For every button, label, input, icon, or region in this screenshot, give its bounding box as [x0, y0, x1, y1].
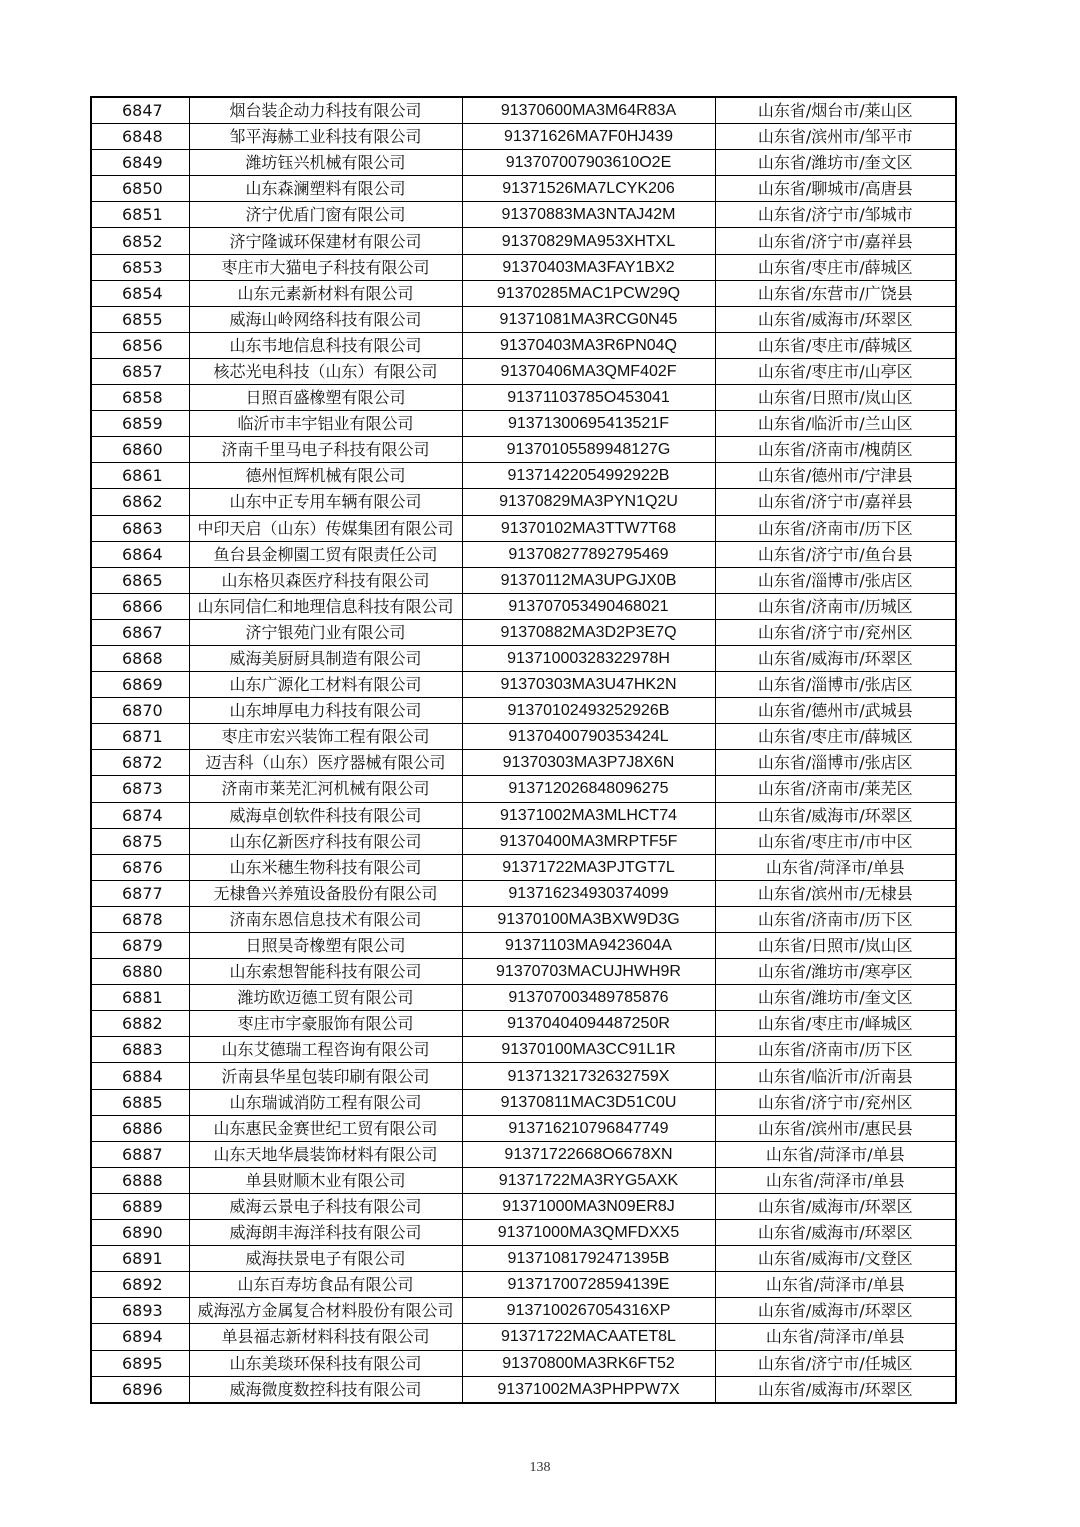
- row-number: 6890: [91, 1220, 189, 1246]
- credit-code: 91371002MA3MLHCT74: [462, 802, 715, 828]
- company-name: 济南市莱芜汇河机械有限公司: [189, 776, 462, 802]
- row-number: 6861: [91, 463, 189, 489]
- region: 山东省/日照市/岚山区: [715, 385, 956, 411]
- company-name: 迈吉科（山东）医疗器械有限公司: [189, 750, 462, 776]
- company-name: 山东天地华晨装饰材料有限公司: [189, 1141, 462, 1167]
- company-name: 核芯光电科技（山东）有限公司: [189, 358, 462, 384]
- row-number: 6848: [91, 124, 189, 150]
- row-number: 6896: [91, 1376, 189, 1403]
- row-number: 6858: [91, 385, 189, 411]
- company-name: 山东同信仁和地理信息科技有限公司: [189, 593, 462, 619]
- row-number: 6894: [91, 1324, 189, 1350]
- region: 山东省/威海市/环翠区: [715, 1298, 956, 1324]
- row-number: 6857: [91, 358, 189, 384]
- table-row: [91, 515, 956, 541]
- table-row: [91, 880, 956, 906]
- credit-code: 91370882MA3D2P3E7Q: [462, 619, 715, 645]
- company-table: [90, 96, 957, 1404]
- table-row: [91, 672, 956, 698]
- company-name: 枣庄市大猫电子科技有限公司: [189, 254, 462, 280]
- credit-code: 91371700728594139E: [462, 1272, 715, 1298]
- row-number: 6847: [91, 97, 189, 124]
- region: 山东省/淄博市/张店区: [715, 567, 956, 593]
- row-number: 6882: [91, 1011, 189, 1037]
- company-name: 山东广源化工材料有限公司: [189, 672, 462, 698]
- region: 山东省/菏泽市/单县: [715, 1141, 956, 1167]
- region: 山东省/滨州市/惠民县: [715, 1115, 956, 1141]
- credit-code: 91371081MA3RCG0N45: [462, 306, 715, 332]
- company-name: 山东艾德瑞工程咨询有限公司: [189, 1037, 462, 1063]
- table-row: [91, 854, 956, 880]
- row-number: 6891: [91, 1246, 189, 1272]
- credit-code: 91370105589948127G: [462, 437, 715, 463]
- region: 山东省/威海市/环翠区: [715, 306, 956, 332]
- region: 山东省/济宁市/嘉祥县: [715, 489, 956, 515]
- table-row: [91, 202, 956, 228]
- region: 山东省/枣庄市/薛城区: [715, 254, 956, 280]
- company-name: 日照百盛橡塑有限公司: [189, 385, 462, 411]
- row-number: 6854: [91, 280, 189, 306]
- row-number: 6875: [91, 828, 189, 854]
- region: 山东省/济宁市/兖州区: [715, 619, 956, 645]
- row-number: 6873: [91, 776, 189, 802]
- credit-code: 91371722MACAATET8L: [462, 1324, 715, 1350]
- region: 山东省/济宁市/任城区: [715, 1350, 956, 1376]
- credit-code: 91371000MA3N09ER8J: [462, 1193, 715, 1219]
- row-number: 6879: [91, 933, 189, 959]
- company-name: 潍坊欧迈德工贸有限公司: [189, 985, 462, 1011]
- region: 山东省/滨州市/邹平市: [715, 124, 956, 150]
- region: 山东省/济宁市/兖州区: [715, 1089, 956, 1115]
- row-number: 6862: [91, 489, 189, 515]
- credit-code: 91370600MA3M64R83A: [462, 97, 715, 124]
- region: 山东省/淄博市/张店区: [715, 750, 956, 776]
- region: 山东省/临沂市/沂南县: [715, 1063, 956, 1089]
- company-name: 德州恒辉机械有限公司: [189, 463, 462, 489]
- company-name: 山东格贝森医疗科技有限公司: [189, 567, 462, 593]
- company-name: 济南东恩信息技术有限公司: [189, 906, 462, 932]
- company-name: 鱼台县金柳園工贸有限责任公司: [189, 541, 462, 567]
- row-number: 6853: [91, 254, 189, 280]
- table-row: [91, 698, 956, 724]
- credit-code: 91370303MA3U47HK2N: [462, 672, 715, 698]
- row-number: 6874: [91, 802, 189, 828]
- region: 山东省/济南市/历下区: [715, 1037, 956, 1063]
- region: 山东省/枣庄市/市中区: [715, 828, 956, 854]
- row-number: 6850: [91, 176, 189, 202]
- row-number: 6871: [91, 724, 189, 750]
- row-number: 6872: [91, 750, 189, 776]
- row-number: 6859: [91, 411, 189, 437]
- credit-code: 91370800MA3RK6FT52: [462, 1350, 715, 1376]
- company-name: 单县财顺木业有限公司: [189, 1167, 462, 1193]
- row-number: 6865: [91, 567, 189, 593]
- company-name: 济宁隆诚环保建材有限公司: [189, 228, 462, 254]
- row-number: 6876: [91, 854, 189, 880]
- table-row: [91, 1246, 956, 1272]
- table-row: [91, 489, 956, 515]
- region: 山东省/济宁市/嘉祥县: [715, 228, 956, 254]
- table-row: [91, 1115, 956, 1141]
- region: 山东省/济宁市/鱼台县: [715, 541, 956, 567]
- row-number: 6883: [91, 1037, 189, 1063]
- page-number: 138: [529, 1460, 551, 1475]
- table-row: [91, 933, 956, 959]
- region: 山东省/济南市/历下区: [715, 906, 956, 932]
- company-name: 山东韦地信息科技有限公司: [189, 332, 462, 358]
- region: 山东省/威海市/文登区: [715, 1246, 956, 1272]
- company-name: 山东森澜塑料有限公司: [189, 176, 462, 202]
- region: 山东省/威海市/环翠区: [715, 1220, 956, 1246]
- table-row: [91, 1298, 956, 1324]
- company-name: 威海山岭网络科技有限公司: [189, 306, 462, 332]
- company-name: 济宁优盾门窗有限公司: [189, 202, 462, 228]
- table-row: [91, 1324, 956, 1350]
- region: 山东省/潍坊市/奎文区: [715, 150, 956, 176]
- company-name: 威海泓方金属复合材料股份有限公司: [189, 1298, 462, 1324]
- table-row: [91, 124, 956, 150]
- table-row: [91, 306, 956, 332]
- credit-code: 91371722MA3RYG5AXK: [462, 1167, 715, 1193]
- row-number: 6870: [91, 698, 189, 724]
- row-number: 6887: [91, 1141, 189, 1167]
- row-number: 6880: [91, 959, 189, 985]
- table-row: [91, 802, 956, 828]
- credit-code: 913707053490468021: [462, 593, 715, 619]
- table-row: [91, 541, 956, 567]
- table-row: [91, 985, 956, 1011]
- credit-code: 913707003489785876: [462, 985, 715, 1011]
- table-row: [91, 150, 956, 176]
- region: 山东省/日照市/岚山区: [715, 933, 956, 959]
- company-name: 威海扶景电子有限公司: [189, 1246, 462, 1272]
- credit-code: 91370404094487250R: [462, 1011, 715, 1037]
- company-name: 潍坊钰兴机械有限公司: [189, 150, 462, 176]
- credit-code: 91370829MA3PYN1Q2U: [462, 489, 715, 515]
- region: 山东省/威海市/环翠区: [715, 645, 956, 671]
- credit-code: 913707007903610O2E: [462, 150, 715, 176]
- company-name: 日照昊奇橡塑有限公司: [189, 933, 462, 959]
- credit-code: 91370883MA3NTAJ42M: [462, 202, 715, 228]
- credit-code: 91371300695413521F: [462, 411, 715, 437]
- table-row: [91, 1272, 956, 1298]
- row-number: 6878: [91, 906, 189, 932]
- company-name: 山东惠民金赛世纪工贸有限公司: [189, 1115, 462, 1141]
- region: 山东省/济南市/历城区: [715, 593, 956, 619]
- region: 山东省/济宁市/邹城市: [715, 202, 956, 228]
- credit-code: 91370102MA3TTW7T68: [462, 515, 715, 541]
- company-name: 威海卓创软件科技有限公司: [189, 802, 462, 828]
- credit-code: 913716234930374099: [462, 880, 715, 906]
- row-number: 6855: [91, 306, 189, 332]
- row-number: 6889: [91, 1193, 189, 1219]
- credit-code: 91371000MA3QMFDXX5: [462, 1220, 715, 1246]
- table-row: [91, 828, 956, 854]
- credit-code: 91370811MAC3D51C0U: [462, 1089, 715, 1115]
- company-table-container: [90, 96, 955, 1404]
- table-row: [91, 1193, 956, 1219]
- company-name: 山东坤厚电力科技有限公司: [189, 698, 462, 724]
- table-row: [91, 1141, 956, 1167]
- row-number: 6893: [91, 1298, 189, 1324]
- credit-code: 91370829MA953XHTXL: [462, 228, 715, 254]
- company-name: 济南千里马电子科技有限公司: [189, 437, 462, 463]
- company-name: 山东米穗生物科技有限公司: [189, 854, 462, 880]
- row-number: 6856: [91, 332, 189, 358]
- credit-code: 9137100267054316XP: [462, 1298, 715, 1324]
- credit-code: 91371526MA7LCYK206: [462, 176, 715, 202]
- table-row: [91, 776, 956, 802]
- credit-code: 91370285MAC1PCW29Q: [462, 280, 715, 306]
- table-row: [91, 1350, 956, 1376]
- region: 山东省/聊城市/高唐县: [715, 176, 956, 202]
- credit-code: 91371103MA9423604A: [462, 933, 715, 959]
- company-table-body: [91, 97, 956, 1403]
- credit-code: 91371722668O6678XN: [462, 1141, 715, 1167]
- table-row: [91, 959, 956, 985]
- row-number: 6885: [91, 1089, 189, 1115]
- credit-code: 91370100MA3BXW9D3G: [462, 906, 715, 932]
- region: 山东省/东营市/广饶县: [715, 280, 956, 306]
- company-name: 威海朗丰海洋科技有限公司: [189, 1220, 462, 1246]
- company-name: 枣庄市宇豪服饰有限公司: [189, 1011, 462, 1037]
- table-row: [91, 593, 956, 619]
- table-row: [91, 1011, 956, 1037]
- row-number: 6860: [91, 437, 189, 463]
- row-number: 6886: [91, 1115, 189, 1141]
- row-number: 6849: [91, 150, 189, 176]
- company-name: 枣庄市宏兴装饰工程有限公司: [189, 724, 462, 750]
- credit-code: 91371321732632759X: [462, 1063, 715, 1089]
- company-name: 山东百寿坊食品有限公司: [189, 1272, 462, 1298]
- credit-code: 91370703MACUJHWH9R: [462, 959, 715, 985]
- region: 山东省/淄博市/张店区: [715, 672, 956, 698]
- company-name: 山东瑞诚消防工程有限公司: [189, 1089, 462, 1115]
- region: 山东省/菏泽市/单县: [715, 1167, 956, 1193]
- table-row: [91, 358, 956, 384]
- table-row: [91, 1376, 956, 1403]
- company-name: 济宁银苑门业有限公司: [189, 619, 462, 645]
- region: 山东省/菏泽市/单县: [715, 854, 956, 880]
- company-name: 山东索想智能科技有限公司: [189, 959, 462, 985]
- row-number: 6852: [91, 228, 189, 254]
- table-row: [91, 567, 956, 593]
- credit-code: 91370112MA3UPGJX0B: [462, 567, 715, 593]
- credit-code: 91370403MA3R6PN04Q: [462, 332, 715, 358]
- credit-code: 91370100MA3CC91L1R: [462, 1037, 715, 1063]
- region: 山东省/德州市/宁津县: [715, 463, 956, 489]
- row-number: 6888: [91, 1167, 189, 1193]
- credit-code: 91371081792471395B: [462, 1246, 715, 1272]
- row-number: 6892: [91, 1272, 189, 1298]
- region: 山东省/潍坊市/奎文区: [715, 985, 956, 1011]
- table-row: [91, 1220, 956, 1246]
- credit-code: 91371202684809627​5: [462, 776, 715, 802]
- credit-code: 91371422054992922B: [462, 463, 715, 489]
- company-name: 烟台装企动力科技有限公司: [189, 97, 462, 124]
- table-row: [91, 619, 956, 645]
- region: 山东省/滨州市/无棣县: [715, 880, 956, 906]
- credit-code: 91370400790353424L: [462, 724, 715, 750]
- row-number: 6881: [91, 985, 189, 1011]
- credit-code: 91371626MA7F0HJ439: [462, 124, 715, 150]
- region: 山东省/德州市/武城县: [715, 698, 956, 724]
- table-row: [91, 176, 956, 202]
- region: 山东省/济南市/槐荫区: [715, 437, 956, 463]
- region: 山东省/威海市/环翠区: [715, 802, 956, 828]
- row-number: 6863: [91, 515, 189, 541]
- credit-code: 91371103785O453041: [462, 385, 715, 411]
- table-row: [91, 254, 956, 280]
- credit-code: 91370303MA3P7J8X6N: [462, 750, 715, 776]
- company-name: 沂南县华星包装印刷有限公司: [189, 1063, 462, 1089]
- row-number: 6877: [91, 880, 189, 906]
- table-row: [91, 97, 956, 124]
- credit-code: 913716210796847749: [462, 1115, 715, 1141]
- region: 山东省/枣庄市/薛城区: [715, 724, 956, 750]
- row-number: 6851: [91, 202, 189, 228]
- credit-code: 91370102493252926B: [462, 698, 715, 724]
- table-row: [91, 411, 956, 437]
- table-row: [91, 1167, 956, 1193]
- credit-code: 91370406MA3QMF402F: [462, 358, 715, 384]
- row-number: 6864: [91, 541, 189, 567]
- region: 山东省/枣庄市/山亭区: [715, 358, 956, 384]
- company-name: 山东中正专用车辆有限公司: [189, 489, 462, 515]
- table-row: [91, 463, 956, 489]
- credit-code: 91370400MA3MRPTF5F: [462, 828, 715, 854]
- company-name: 中印天启（山东）传媒集团有限公司: [189, 515, 462, 541]
- table-row: [91, 385, 956, 411]
- table-row: [91, 228, 956, 254]
- region: 山东省/威海市/环翠区: [715, 1193, 956, 1219]
- table-row: [91, 750, 956, 776]
- table-row: [91, 437, 956, 463]
- company-name: 威海云景电子科技有限公司: [189, 1193, 462, 1219]
- company-name: 山东元素新材料有限公司: [189, 280, 462, 306]
- region: 山东省/菏泽市/单县: [715, 1324, 956, 1350]
- table-row: [91, 1063, 956, 1089]
- row-number: 6867: [91, 619, 189, 645]
- company-name: 山东亿新医疗科技有限公司: [189, 828, 462, 854]
- table-row: [91, 906, 956, 932]
- region: 山东省/烟台市/莱山区: [715, 97, 956, 124]
- region: 山东省/枣庄市/薛城区: [715, 332, 956, 358]
- row-number: 6868: [91, 645, 189, 671]
- company-name: 临沂市丰宇铝业有限公司: [189, 411, 462, 437]
- credit-code: 91371722MA3PJTGT7L: [462, 854, 715, 880]
- credit-code: 91371002MA3PHPPW7X: [462, 1376, 715, 1403]
- company-name: 威海微度数控科技有限公司: [189, 1376, 462, 1403]
- table-row: [91, 645, 956, 671]
- table-row: [91, 1089, 956, 1115]
- table-row: [91, 1037, 956, 1063]
- company-name: 邹平海赫工业科技有限公司: [189, 124, 462, 150]
- company-name: 山东美琰环保科技有限公司: [189, 1350, 462, 1376]
- credit-code: 913708277892795469: [462, 541, 715, 567]
- company-name: 威海美厨厨具制造有限公司: [189, 645, 462, 671]
- table-row: [91, 332, 956, 358]
- company-name: 单县福志新材料科技有限公司: [189, 1324, 462, 1350]
- row-number: 6884: [91, 1063, 189, 1089]
- credit-code: 91371000328322978H: [462, 645, 715, 671]
- credit-code: 91370403MA3FAY1BX2: [462, 254, 715, 280]
- company-name: 无棣鲁兴养殖设备股份有限公司: [189, 880, 462, 906]
- row-number: 6895: [91, 1350, 189, 1376]
- region: 山东省/济南市/历下区: [715, 515, 956, 541]
- region: 山东省/菏泽市/单县: [715, 1272, 956, 1298]
- region: 山东省/临沂市/兰山区: [715, 411, 956, 437]
- table-row: [91, 280, 956, 306]
- row-number: 6866: [91, 593, 189, 619]
- region: 山东省/潍坊市/寒亭区: [715, 959, 956, 985]
- region: 山东省/枣庄市/峄城区: [715, 1011, 956, 1037]
- region: 山东省/济南市/莱芜区: [715, 776, 956, 802]
- row-number: 6869: [91, 672, 189, 698]
- region: 山东省/威海市/环翠区: [715, 1376, 956, 1403]
- table-row: [91, 724, 956, 750]
